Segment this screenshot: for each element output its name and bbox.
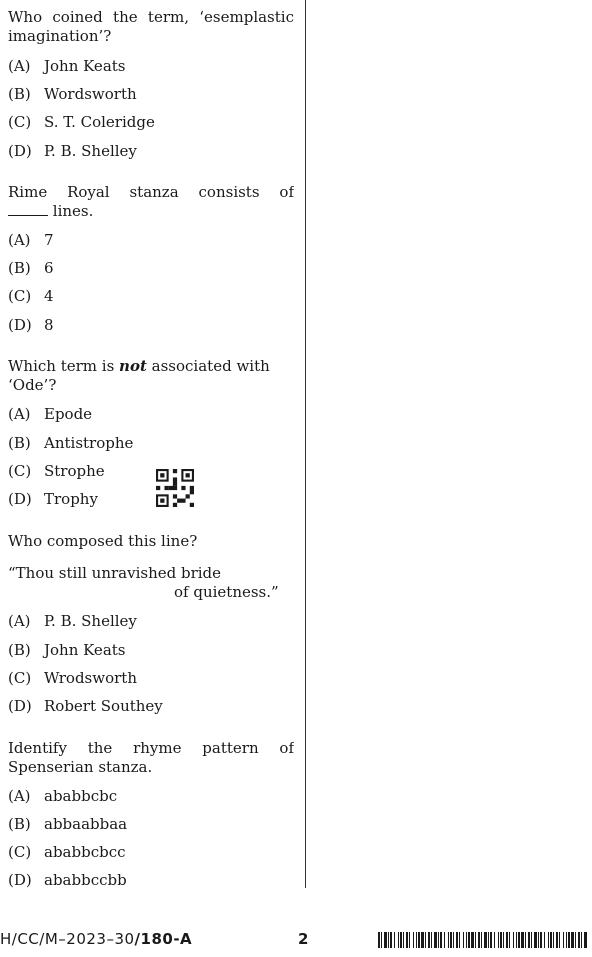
- question-stem-cont: ‘Ode’?: [8, 376, 57, 394]
- page-footer: [0, 930, 592, 952]
- question-stem: Which term is not associated with: [8, 357, 270, 375]
- option-c[interactable]: (C) ababbcbcc: [8, 843, 126, 861]
- option-d[interactable]: (D) 8: [8, 316, 54, 334]
- question-stem: Rime Royal stanza consists of: [8, 183, 294, 201]
- fill-blank: [8, 203, 48, 216]
- paper-code: H/CC/M–2023–30/180-A: [0, 930, 193, 948]
- option-c[interactable]: (C) S. T. Coleridge: [8, 113, 155, 131]
- option-c[interactable]: (C) Strophe: [8, 462, 105, 480]
- option-a[interactable]: (A) John Keats: [8, 57, 126, 75]
- question-stem: Who composed this line?: [8, 532, 198, 550]
- option-d[interactable]: (D) Trophy: [8, 490, 98, 508]
- question-stem-cont: imagination’?: [8, 27, 112, 45]
- option-b[interactable]: (B) abbaabbaa: [8, 815, 128, 833]
- option-d[interactable]: (D) ababbccbb: [8, 871, 127, 889]
- question-stem: Who coined the term, ‘esemplastic: [8, 8, 294, 26]
- barcode-icon: [378, 932, 588, 948]
- option-d[interactable]: (D) P. B. Shelley: [8, 142, 137, 160]
- question-stem-cont: lines.: [8, 202, 93, 221]
- option-b[interactable]: (B) Wordsworth: [8, 85, 137, 103]
- qr-code-icon: [156, 469, 194, 507]
- page-number: 2: [298, 930, 309, 948]
- quoted-line-cont: of quietness.”: [174, 583, 279, 601]
- option-a[interactable]: (A) 7: [8, 231, 54, 249]
- question-stem: Identify the rhyme pattern of: [8, 739, 294, 757]
- option-a[interactable]: (A) P. B. Shelley: [8, 612, 137, 630]
- option-a[interactable]: (A) ababbcbc: [8, 787, 118, 805]
- option-b[interactable]: (B) Antistrophe: [8, 434, 134, 452]
- option-b[interactable]: (B) John Keats: [8, 641, 126, 659]
- quoted-line: “Thou still unravished bride: [8, 564, 222, 582]
- option-b[interactable]: (B) 6: [8, 259, 54, 277]
- option-d[interactable]: (D) Robert Southey: [8, 697, 163, 715]
- option-c[interactable]: (C) 4: [8, 287, 54, 305]
- option-a[interactable]: (A) Epode: [8, 405, 93, 423]
- question-stem-cont: Spenserian stanza.: [8, 758, 153, 776]
- column-divider: [305, 0, 306, 888]
- option-c[interactable]: (C) Wrodsworth: [8, 669, 137, 687]
